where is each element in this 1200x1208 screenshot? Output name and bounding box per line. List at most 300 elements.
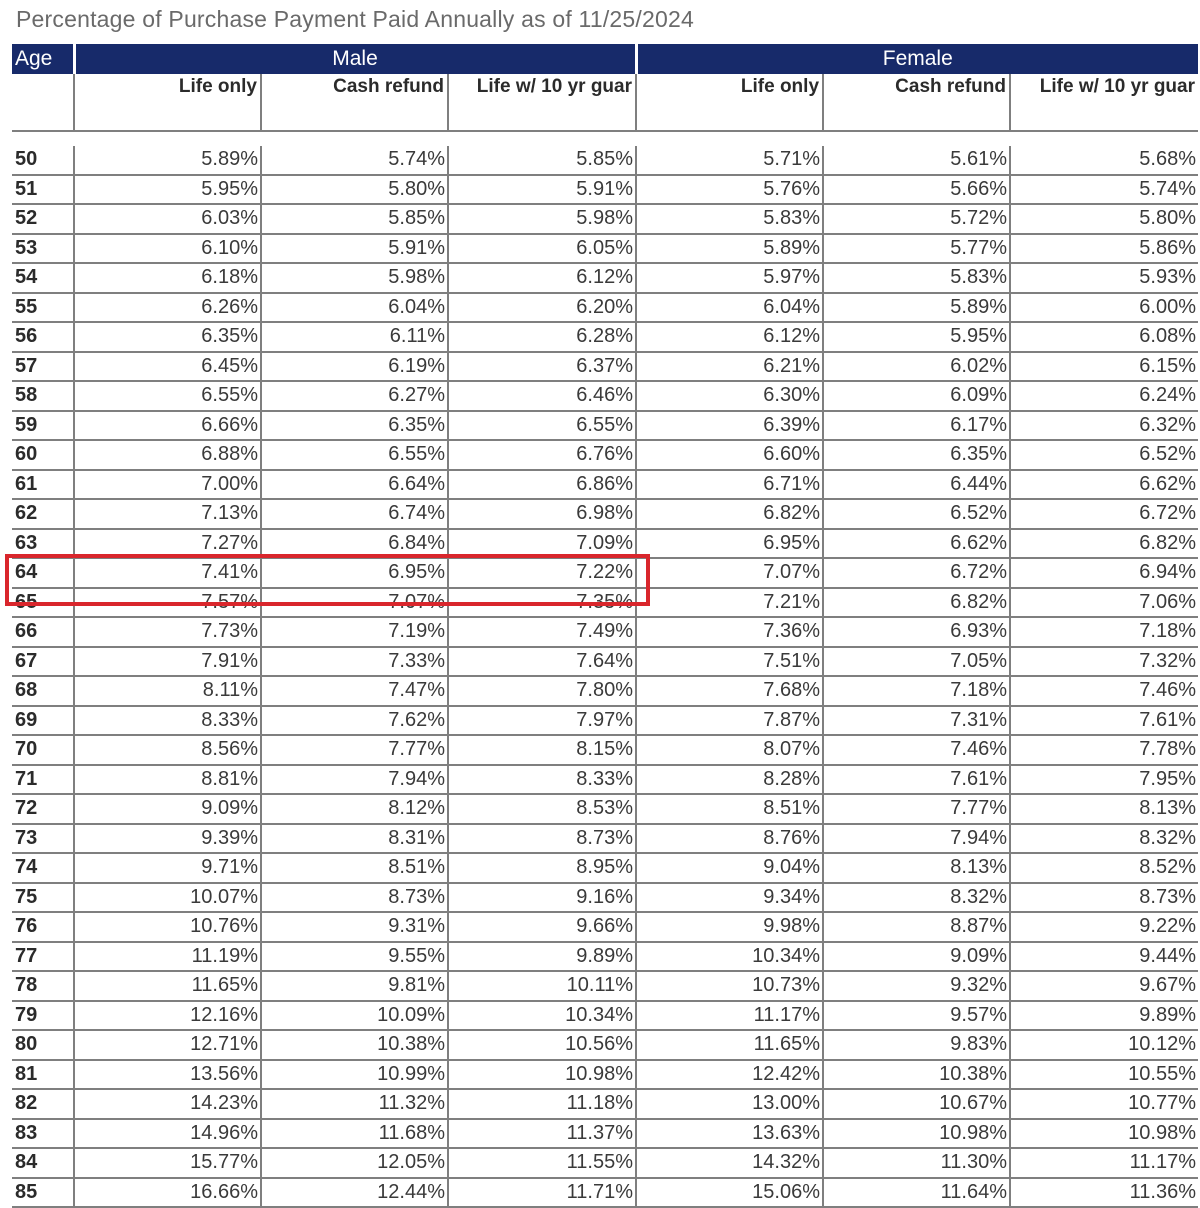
table-row: [12, 263, 1198, 293]
rate-cell-female-cash-refund: 9.57%: [823, 1001, 1010, 1031]
table-row: [12, 470, 1198, 500]
rate-cell-male-life-only: 8.11%: [74, 676, 261, 706]
rate-cell-female-cash-refund: 5.72%: [823, 204, 1010, 234]
rate-cell-male-life-10yr: 11.37%: [448, 1119, 636, 1149]
rate-cell-female-life-10yr: 8.32%: [1010, 824, 1198, 854]
rate-cell-male-life-10yr: 9.66%: [448, 912, 636, 942]
rate-cell-female-life-only: 7.87%: [636, 706, 823, 736]
rate-cell-male-life-10yr: 7.49%: [448, 617, 636, 647]
table-body: [12, 146, 1198, 1207]
rate-cell-female-cash-refund: 5.83%: [823, 263, 1010, 293]
rate-cell-male-life-only: 6.66%: [74, 411, 261, 441]
rate-cell-female-life-only: 6.30%: [636, 381, 823, 411]
rate-cell-male-life-10yr: 5.91%: [448, 175, 636, 205]
rate-cell-male-life-10yr: 9.89%: [448, 942, 636, 972]
table-row: [12, 971, 1198, 1001]
rate-cell-male-cash-refund: 11.32%: [261, 1089, 448, 1119]
rate-cell-male-cash-refund: 9.55%: [261, 942, 448, 972]
rate-cell-male-life-10yr: 7.22%: [448, 558, 636, 588]
rate-cell-female-life-only: 7.21%: [636, 588, 823, 618]
rate-cell-male-life-10yr: 6.12%: [448, 263, 636, 293]
rate-cell-male-cash-refund: 11.68%: [261, 1119, 448, 1149]
age-cell: 59: [12, 411, 74, 441]
rate-cell-male-cash-refund: 7.19%: [261, 617, 448, 647]
rate-cell-female-life-10yr: 7.18%: [1010, 617, 1198, 647]
column-header-row: [12, 74, 1198, 131]
female-group-header: Female: [636, 44, 1198, 74]
age-cell: 64: [12, 558, 74, 588]
age-cell: 51: [12, 175, 74, 205]
rate-cell-female-cash-refund: 6.62%: [823, 529, 1010, 559]
rate-cell-female-life-only: 5.83%: [636, 204, 823, 234]
rate-cell-female-cash-refund: 11.30%: [823, 1148, 1010, 1178]
age-cell: 72: [12, 794, 74, 824]
rate-cell-male-life-10yr: 7.80%: [448, 676, 636, 706]
rate-cell-female-cash-refund: 8.13%: [823, 853, 1010, 883]
rate-cell-female-life-10yr: 11.36%: [1010, 1178, 1198, 1208]
rate-cell-male-life-only: 10.76%: [74, 912, 261, 942]
rate-cell-male-life-only: 10.07%: [74, 883, 261, 913]
rate-cell-male-cash-refund: 6.04%: [261, 293, 448, 323]
rate-cell-female-life-10yr: 11.17%: [1010, 1148, 1198, 1178]
rate-cell-male-life-only: 6.26%: [74, 293, 261, 323]
age-cell: 54: [12, 263, 74, 293]
col-female-life-only: Life only: [636, 74, 823, 131]
table-row: [12, 735, 1198, 765]
rate-cell-male-cash-refund: 8.31%: [261, 824, 448, 854]
rate-cell-male-life-10yr: 6.37%: [448, 352, 636, 382]
age-cell: 76: [12, 912, 74, 942]
rate-cell-male-life-only: 7.73%: [74, 617, 261, 647]
rate-cell-male-life-only: 5.89%: [74, 146, 261, 175]
rate-cell-female-cash-refund: 5.61%: [823, 146, 1010, 175]
rate-cell-female-life-10yr: 9.22%: [1010, 912, 1198, 942]
rate-cell-male-life-10yr: 11.18%: [448, 1089, 636, 1119]
rate-cell-male-life-only: 5.95%: [74, 175, 261, 205]
page-title: Percentage of Purchase Payment Paid Annually as of 11/25/2024: [16, 6, 694, 32]
rate-cell-female-life-10yr: 10.98%: [1010, 1119, 1198, 1149]
rate-cell-male-life-only: 14.96%: [74, 1119, 261, 1149]
rate-cell-male-life-only: 8.56%: [74, 735, 261, 765]
age-cell: 65: [12, 588, 74, 618]
rate-cell-female-life-10yr: 7.06%: [1010, 588, 1198, 618]
age-cell: 66: [12, 617, 74, 647]
age-cell: 81: [12, 1060, 74, 1090]
rate-cell-female-life-10yr: 6.62%: [1010, 470, 1198, 500]
rate-cell-female-life-10yr: 6.72%: [1010, 499, 1198, 529]
rate-cell-male-cash-refund: 5.98%: [261, 263, 448, 293]
rate-cell-female-life-only: 5.76%: [636, 175, 823, 205]
rate-cell-male-cash-refund: 7.77%: [261, 735, 448, 765]
rate-cell-male-life-10yr: 10.98%: [448, 1060, 636, 1090]
rate-cell-male-life-10yr: 5.98%: [448, 204, 636, 234]
rate-cell-male-life-only: 6.35%: [74, 322, 261, 352]
table-row: [12, 912, 1198, 942]
age-cell: 70: [12, 735, 74, 765]
rate-cell-male-cash-refund: 6.74%: [261, 499, 448, 529]
age-subheader-blank: [12, 74, 74, 131]
rate-cell-male-cash-refund: 8.73%: [261, 883, 448, 913]
rate-cell-male-life-only: 11.19%: [74, 942, 261, 972]
rate-cell-female-cash-refund: 5.89%: [823, 293, 1010, 323]
rate-cell-female-life-only: 6.04%: [636, 293, 823, 323]
rate-cell-female-life-10yr: 10.12%: [1010, 1030, 1198, 1060]
rate-cell-female-life-10yr: 8.52%: [1010, 853, 1198, 883]
rate-cell-male-life-10yr: 10.56%: [448, 1030, 636, 1060]
rate-cell-male-life-10yr: 6.28%: [448, 322, 636, 352]
rate-cell-female-life-10yr: 7.95%: [1010, 765, 1198, 795]
rate-cell-female-life-10yr: 6.15%: [1010, 352, 1198, 382]
rate-cell-male-cash-refund: 5.85%: [261, 204, 448, 234]
rate-cell-female-life-10yr: 6.82%: [1010, 529, 1198, 559]
rate-cell-female-cash-refund: 6.09%: [823, 381, 1010, 411]
rate-cell-female-life-only: 9.98%: [636, 912, 823, 942]
rate-cell-female-cash-refund: 11.64%: [823, 1178, 1010, 1208]
rate-cell-male-cash-refund: 5.80%: [261, 175, 448, 205]
rate-cell-male-life-10yr: 6.05%: [448, 234, 636, 264]
age-cell: 57: [12, 352, 74, 382]
rate-cell-female-life-only: 13.00%: [636, 1089, 823, 1119]
table-row: [12, 558, 1198, 588]
age-cell: 58: [12, 381, 74, 411]
rate-cell-male-cash-refund: 7.47%: [261, 676, 448, 706]
rate-cell-male-life-10yr: 8.33%: [448, 765, 636, 795]
table-row: [12, 1060, 1198, 1090]
age-cell: 79: [12, 1001, 74, 1031]
rate-cell-female-life-only: 6.60%: [636, 440, 823, 470]
table-row: [12, 352, 1198, 382]
rate-cell-female-cash-refund: 5.66%: [823, 175, 1010, 205]
rate-cell-female-life-only: 6.95%: [636, 529, 823, 559]
rate-cell-male-life-only: 8.81%: [74, 765, 261, 795]
rate-cell-female-cash-refund: 6.72%: [823, 558, 1010, 588]
rate-cell-female-cash-refund: 6.17%: [823, 411, 1010, 441]
rate-cell-male-life-10yr: 6.86%: [448, 470, 636, 500]
rate-cell-male-life-only: 12.71%: [74, 1030, 261, 1060]
rate-cell-female-life-only: 8.28%: [636, 765, 823, 795]
male-group-header: Male: [74, 44, 636, 74]
rate-cell-female-life-only: 8.76%: [636, 824, 823, 854]
rate-cell-female-life-only: 8.07%: [636, 735, 823, 765]
rate-cell-female-life-10yr: 6.94%: [1010, 558, 1198, 588]
rate-cell-female-life-10yr: 8.13%: [1010, 794, 1198, 824]
rate-cell-female-life-10yr: 7.32%: [1010, 647, 1198, 677]
rate-cell-male-life-10yr: 7.35%: [448, 588, 636, 618]
col-male-life-only: Life only: [74, 74, 261, 131]
rate-cell-male-life-10yr: 11.55%: [448, 1148, 636, 1178]
rate-cell-female-cash-refund: 6.35%: [823, 440, 1010, 470]
table-row: [12, 942, 1198, 972]
rate-cell-male-life-only: 14.23%: [74, 1089, 261, 1119]
rate-cell-female-life-10yr: 8.73%: [1010, 883, 1198, 913]
table-row: [12, 794, 1198, 824]
rate-cell-female-life-only: 6.21%: [636, 352, 823, 382]
table-row: [12, 204, 1198, 234]
rate-cell-male-life-only: 7.00%: [74, 470, 261, 500]
rate-cell-female-life-10yr: 6.52%: [1010, 440, 1198, 470]
rate-cell-male-life-only: 9.39%: [74, 824, 261, 854]
rate-cell-male-life-only: 6.10%: [74, 234, 261, 264]
table-row: [12, 1178, 1198, 1208]
rate-cell-male-life-only: 13.56%: [74, 1060, 261, 1090]
table-row: [12, 529, 1198, 559]
rate-cell-female-cash-refund: 7.77%: [823, 794, 1010, 824]
age-cell: 80: [12, 1030, 74, 1060]
rate-cell-male-life-only: 11.65%: [74, 971, 261, 1001]
rate-cell-male-cash-refund: 8.51%: [261, 853, 448, 883]
table-row: [12, 322, 1198, 352]
age-cell: 75: [12, 883, 74, 913]
rate-cell-male-life-only: 9.09%: [74, 794, 261, 824]
rate-cell-male-life-10yr: 6.76%: [448, 440, 636, 470]
rate-cell-male-life-only: 8.33%: [74, 706, 261, 736]
rate-cell-female-life-only: 14.32%: [636, 1148, 823, 1178]
rate-cell-female-life-only: 6.12%: [636, 322, 823, 352]
rate-cell-male-life-10yr: 7.97%: [448, 706, 636, 736]
rate-cell-male-life-10yr: 11.71%: [448, 1178, 636, 1208]
rate-cell-female-life-10yr: 5.74%: [1010, 175, 1198, 205]
rate-cell-female-life-only: 11.17%: [636, 1001, 823, 1031]
rate-cell-male-life-10yr: 7.09%: [448, 529, 636, 559]
rate-cell-female-cash-refund: 7.46%: [823, 735, 1010, 765]
rate-cell-male-life-10yr: 10.34%: [448, 1001, 636, 1031]
rate-cell-female-cash-refund: 7.05%: [823, 647, 1010, 677]
rate-cell-female-cash-refund: 7.31%: [823, 706, 1010, 736]
table-row: [12, 706, 1198, 736]
rate-cell-female-cash-refund: 9.83%: [823, 1030, 1010, 1060]
rate-cell-female-life-10yr: 6.24%: [1010, 381, 1198, 411]
rate-cell-female-life-only: 15.06%: [636, 1178, 823, 1208]
rate-cell-female-life-only: 11.65%: [636, 1030, 823, 1060]
rate-cell-female-cash-refund: 9.32%: [823, 971, 1010, 1001]
table-row: [12, 175, 1198, 205]
rate-cell-female-life-10yr: 5.93%: [1010, 263, 1198, 293]
rate-cell-male-life-only: 6.18%: [74, 263, 261, 293]
rate-cell-male-cash-refund: 7.33%: [261, 647, 448, 677]
table-row: [12, 853, 1198, 883]
rate-cell-female-life-only: 5.97%: [636, 263, 823, 293]
rate-cell-male-life-10yr: 6.55%: [448, 411, 636, 441]
rate-cell-male-cash-refund: 6.19%: [261, 352, 448, 382]
rate-cell-female-life-10yr: 7.78%: [1010, 735, 1198, 765]
rate-cell-female-life-10yr: 9.44%: [1010, 942, 1198, 972]
age-header: Age: [12, 44, 74, 74]
table-row: [12, 381, 1198, 411]
group-header-row: [12, 44, 1198, 74]
rate-cell-male-cash-refund: 12.05%: [261, 1148, 448, 1178]
rate-cell-female-life-only: 12.42%: [636, 1060, 823, 1090]
rate-cell-male-cash-refund: 9.81%: [261, 971, 448, 1001]
rate-cell-female-life-only: 5.71%: [636, 146, 823, 175]
rate-cell-female-cash-refund: 7.61%: [823, 765, 1010, 795]
rate-cell-male-cash-refund: 8.12%: [261, 794, 448, 824]
rate-cell-female-life-only: 6.82%: [636, 499, 823, 529]
rate-cell-female-cash-refund: 9.09%: [823, 942, 1010, 972]
age-cell: 82: [12, 1089, 74, 1119]
rate-cell-male-cash-refund: 5.91%: [261, 234, 448, 264]
table-row: [12, 1148, 1198, 1178]
col-male-cash-refund: Cash refund: [261, 74, 448, 131]
rate-cell-male-cash-refund: 9.31%: [261, 912, 448, 942]
rate-cell-male-life-only: 12.16%: [74, 1001, 261, 1031]
table-row: [12, 499, 1198, 529]
col-female-life-10yr: Life w/ 10 yr guar: [1010, 74, 1198, 131]
rate-cell-male-cash-refund: 6.55%: [261, 440, 448, 470]
rate-cell-female-life-only: 7.68%: [636, 676, 823, 706]
rate-cell-male-cash-refund: 6.84%: [261, 529, 448, 559]
rate-cell-male-life-only: 7.41%: [74, 558, 261, 588]
table-row: [12, 146, 1198, 175]
col-female-cash-refund: Cash refund: [823, 74, 1010, 131]
rate-cell-male-life-only: 6.45%: [74, 352, 261, 382]
rate-cell-male-cash-refund: 6.35%: [261, 411, 448, 441]
age-cell: 50: [12, 146, 74, 175]
rate-cell-male-life-only: 6.88%: [74, 440, 261, 470]
rate-cell-female-life-only: 9.04%: [636, 853, 823, 883]
table-row: [12, 588, 1198, 618]
rate-cell-male-life-10yr: 9.16%: [448, 883, 636, 913]
age-cell: 67: [12, 647, 74, 677]
rate-cell-male-cash-refund: 10.38%: [261, 1030, 448, 1060]
table-row: [12, 234, 1198, 264]
age-cell: 62: [12, 499, 74, 529]
rate-cell-female-cash-refund: 5.77%: [823, 234, 1010, 264]
rate-cell-male-life-10yr: 6.20%: [448, 293, 636, 323]
rate-cell-female-life-10yr: 5.86%: [1010, 234, 1198, 264]
annuity-rate-table: [12, 44, 1198, 1208]
table-row: [12, 411, 1198, 441]
col-male-life-10yr: Life w/ 10 yr guar: [448, 74, 636, 131]
rate-cell-male-life-10yr: 5.85%: [448, 146, 636, 175]
rate-cell-female-cash-refund: 8.32%: [823, 883, 1010, 913]
age-cell: 83: [12, 1119, 74, 1149]
age-cell: 52: [12, 204, 74, 234]
rate-cell-female-life-only: 8.51%: [636, 794, 823, 824]
rate-cell-female-life-10yr: 7.46%: [1010, 676, 1198, 706]
rate-cell-male-life-10yr: 8.15%: [448, 735, 636, 765]
rate-cell-female-life-10yr: 7.61%: [1010, 706, 1198, 736]
rate-cell-female-cash-refund: 8.87%: [823, 912, 1010, 942]
rate-cell-female-cash-refund: 7.18%: [823, 676, 1010, 706]
rate-cell-male-cash-refund: 7.07%: [261, 588, 448, 618]
rate-cell-male-cash-refund: 6.64%: [261, 470, 448, 500]
table-row: [12, 676, 1198, 706]
age-cell: 84: [12, 1148, 74, 1178]
rate-cell-male-life-10yr: 6.46%: [448, 381, 636, 411]
rate-cell-male-life-only: 15.77%: [74, 1148, 261, 1178]
rate-cell-male-cash-refund: 7.94%: [261, 765, 448, 795]
age-cell: 78: [12, 971, 74, 1001]
rate-cell-female-cash-refund: 6.93%: [823, 617, 1010, 647]
table-row: [12, 647, 1198, 677]
age-cell: 85: [12, 1178, 74, 1208]
age-cell: 55: [12, 293, 74, 323]
rate-cell-female-life-10yr: 9.67%: [1010, 971, 1198, 1001]
rate-cell-male-cash-refund: 5.74%: [261, 146, 448, 175]
table-row: [12, 1001, 1198, 1031]
age-cell: 60: [12, 440, 74, 470]
rate-cell-male-life-only: 7.27%: [74, 529, 261, 559]
rate-cell-female-life-10yr: 9.89%: [1010, 1001, 1198, 1031]
age-cell: 69: [12, 706, 74, 736]
rate-cell-female-life-only: 5.89%: [636, 234, 823, 264]
rate-cell-female-life-only: 9.34%: [636, 883, 823, 913]
rate-cell-male-life-10yr: 6.98%: [448, 499, 636, 529]
rate-cell-male-cash-refund: 10.99%: [261, 1060, 448, 1090]
rate-cell-male-life-10yr: 7.64%: [448, 647, 636, 677]
rate-cell-male-life-only: 7.91%: [74, 647, 261, 677]
rate-cell-male-cash-refund: 10.09%: [261, 1001, 448, 1031]
table-row: [12, 440, 1198, 470]
rate-cell-female-life-10yr: 6.00%: [1010, 293, 1198, 323]
table-row: [12, 765, 1198, 795]
rate-cell-male-cash-refund: 12.44%: [261, 1178, 448, 1208]
age-cell: 61: [12, 470, 74, 500]
rate-cell-male-life-10yr: 8.95%: [448, 853, 636, 883]
age-cell: 71: [12, 765, 74, 795]
rate-cell-female-cash-refund: 6.52%: [823, 499, 1010, 529]
rate-cell-male-life-only: 7.57%: [74, 588, 261, 618]
rate-cell-male-cash-refund: 6.27%: [261, 381, 448, 411]
rate-cell-male-life-10yr: 8.53%: [448, 794, 636, 824]
age-cell: 68: [12, 676, 74, 706]
rate-cell-female-life-10yr: 6.08%: [1010, 322, 1198, 352]
rate-cell-male-life-only: 9.71%: [74, 853, 261, 883]
rate-cell-male-life-only: 6.03%: [74, 204, 261, 234]
rate-cell-male-life-10yr: 10.11%: [448, 971, 636, 1001]
age-cell: 73: [12, 824, 74, 854]
age-cell: 53: [12, 234, 74, 264]
rate-cell-male-life-only: 7.13%: [74, 499, 261, 529]
table-row: [12, 1089, 1198, 1119]
rate-cell-female-life-only: 6.39%: [636, 411, 823, 441]
rate-cell-male-cash-refund: 6.95%: [261, 558, 448, 588]
table-row: [12, 617, 1198, 647]
rate-cell-female-life-10yr: 10.55%: [1010, 1060, 1198, 1090]
rate-cell-male-life-only: 6.55%: [74, 381, 261, 411]
rate-cell-female-cash-refund: 5.95%: [823, 322, 1010, 352]
rate-cell-female-life-10yr: 10.77%: [1010, 1089, 1198, 1119]
rate-cell-female-cash-refund: 10.38%: [823, 1060, 1010, 1090]
table-row: [12, 293, 1198, 323]
rate-cell-female-life-only: 7.51%: [636, 647, 823, 677]
rate-cell-female-cash-refund: 6.82%: [823, 588, 1010, 618]
rate-cell-female-life-10yr: 5.80%: [1010, 204, 1198, 234]
age-cell: 63: [12, 529, 74, 559]
rate-cell-female-cash-refund: 10.67%: [823, 1089, 1010, 1119]
rate-cell-female-cash-refund: 6.02%: [823, 352, 1010, 382]
age-cell: 56: [12, 322, 74, 352]
table-row: [12, 883, 1198, 913]
age-cell: 74: [12, 853, 74, 883]
rate-cell-female-life-only: 6.71%: [636, 470, 823, 500]
rate-cell-female-cash-refund: 6.44%: [823, 470, 1010, 500]
rate-cell-female-life-10yr: 6.32%: [1010, 411, 1198, 441]
rate-cell-female-life-only: 7.36%: [636, 617, 823, 647]
rate-cell-male-life-only: 16.66%: [74, 1178, 261, 1208]
rate-cell-male-cash-refund: 7.62%: [261, 706, 448, 736]
age-cell: 77: [12, 942, 74, 972]
rate-cell-female-cash-refund: 10.98%: [823, 1119, 1010, 1149]
rate-cell-female-life-only: 7.07%: [636, 558, 823, 588]
rate-cell-female-life-only: 13.63%: [636, 1119, 823, 1149]
rate-cell-male-cash-refund: 6.11%: [261, 322, 448, 352]
rate-cell-male-life-10yr: 8.73%: [448, 824, 636, 854]
rate-cell-female-cash-refund: 7.94%: [823, 824, 1010, 854]
table-row: [12, 1030, 1198, 1060]
rate-cell-female-life-10yr: 5.68%: [1010, 146, 1198, 175]
table-row: [12, 1119, 1198, 1149]
